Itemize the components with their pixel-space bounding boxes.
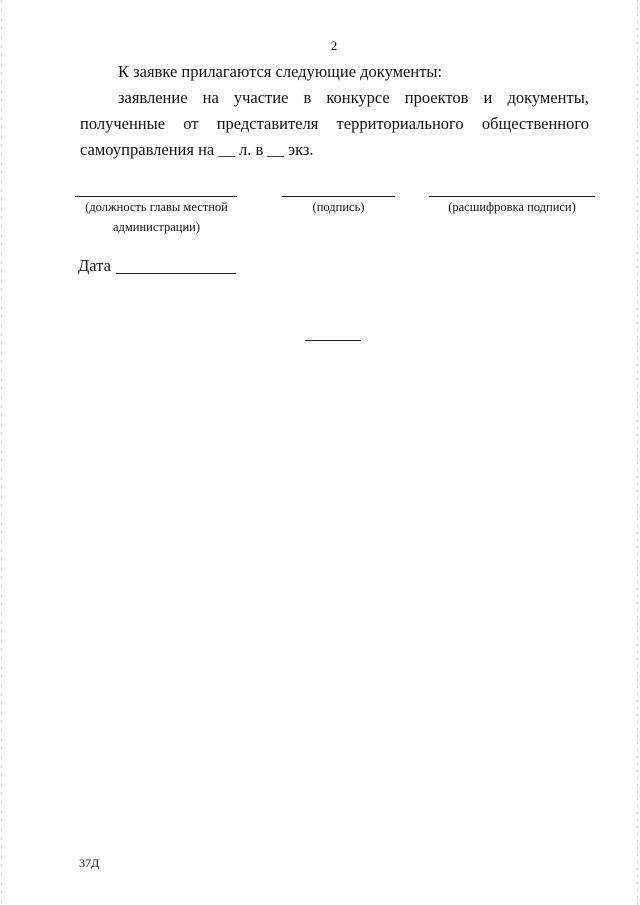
body-word: в: [303, 88, 312, 107]
footer-code: 37Д: [79, 856, 100, 870]
attachments-intro: К заявке прилагаются следующие документы:: [118, 62, 443, 81]
body-word: проектов: [404, 88, 469, 107]
signature-caption: (подпись): [312, 200, 365, 214]
page-number: 2: [330, 38, 338, 53]
date-line: [116, 273, 236, 274]
date-label: Дата: [78, 256, 111, 275]
scan-edge-left: [1, 0, 2, 905]
body-word: представителя: [216, 114, 319, 133]
body-word: общественного: [481, 114, 589, 133]
body-word: конкурсе: [326, 88, 390, 107]
position-caption-line-2: администрации): [112, 220, 201, 234]
body-word: на: [202, 88, 219, 107]
body-word: от: [183, 114, 199, 133]
attachments-line-2: [118, 88, 589, 108]
attachments-line-4: самоуправления на __ л. в __ экз.: [80, 140, 314, 159]
attachments-line-3: [80, 114, 589, 134]
signature-decoding-caption: (расшифровка подписи): [448, 200, 576, 214]
body-word: полученные: [80, 114, 166, 133]
end-of-document-line: [305, 340, 361, 341]
body-word: территориального: [336, 114, 464, 133]
scan-edge-right: [637, 0, 638, 905]
position-caption: [74, 197, 239, 237]
body-word: участие: [233, 88, 289, 107]
body-word: документы,: [507, 88, 589, 107]
body-word: заявление: [118, 88, 188, 107]
position-caption-line-1: (должность главы местной: [85, 200, 228, 214]
body-word: и: [483, 88, 493, 107]
